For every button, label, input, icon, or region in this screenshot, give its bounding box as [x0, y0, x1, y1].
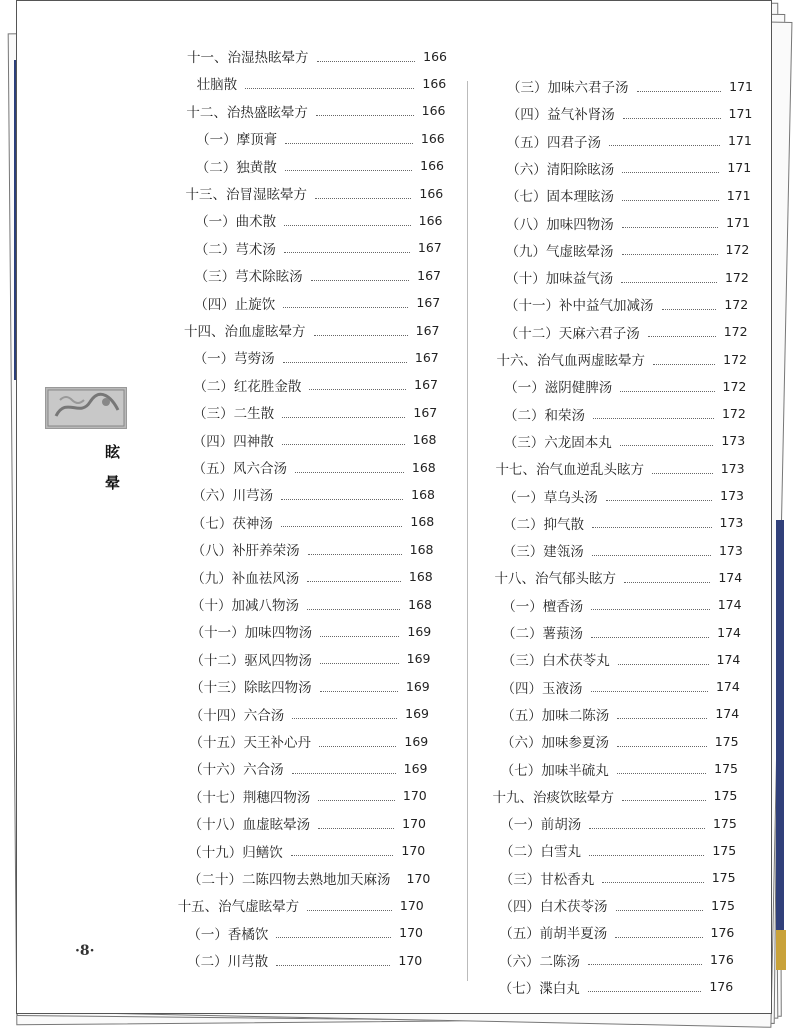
toc-entry-title: （十八）血虚眩晕汤	[188, 817, 311, 834]
toc-entry-title: （二）薯蓣汤	[502, 626, 583, 642]
toc-entry-title: （十三）除眩四物汤	[190, 680, 312, 697]
toc-entry-page: 168	[412, 432, 437, 448]
toc-entry[interactable]	[496, 457, 745, 479]
toc-entry-page: 170	[402, 815, 426, 831]
side-chapter-label	[105, 441, 120, 493]
toc-entry[interactable]	[502, 594, 741, 616]
toc-entry-title: （三）芎术除眩汤	[194, 269, 303, 286]
dot-leader	[283, 307, 408, 308]
toc-entry-title: （六）二陈汤	[499, 953, 580, 970]
dot-leader	[621, 282, 717, 283]
toc-entry[interactable]	[505, 266, 749, 288]
dot-leader	[588, 964, 702, 965]
toc-entry-title: （五）加味二陈汤	[501, 707, 610, 724]
toc-entry-title: （三）六龙固本丸	[503, 434, 612, 451]
toc-entry[interactable]	[189, 812, 426, 834]
toc-entry-page: 171	[727, 160, 752, 176]
toc-entry-title: 十一、治湿热眩晕方	[187, 50, 309, 66]
toc-entry-page: 172	[723, 324, 748, 340]
toc-entry-page: 167	[414, 349, 439, 365]
toc-entry[interactable]	[504, 375, 746, 397]
toc-entry[interactable]	[504, 403, 746, 425]
toc-entry-page: 174	[716, 651, 741, 667]
toc-entry[interactable]	[500, 894, 736, 916]
toc-entry[interactable]	[502, 676, 740, 698]
toc-entry-page: 168	[411, 459, 436, 475]
toc-entry-title: （十二）驱风四物汤	[190, 652, 312, 669]
toc-entry-page: 169	[406, 651, 431, 667]
toc-entry-title: （十四）六合汤	[189, 707, 285, 724]
toc-entry[interactable]	[192, 483, 435, 505]
dot-leader	[307, 581, 401, 582]
toc-entry-page: 171	[729, 78, 753, 94]
dot-leader	[292, 773, 396, 774]
toc-entry[interactable]	[192, 511, 434, 533]
toc-entry-title: 十九、治痰饮眩晕方	[492, 789, 614, 806]
toc-entry[interactable]	[194, 292, 440, 314]
cover-edge	[776, 520, 784, 940]
dot-leader	[592, 527, 712, 528]
dot-leader	[602, 882, 703, 883]
dot-leader	[592, 555, 711, 556]
toc-entry-title: （七）加味半硫丸	[500, 762, 609, 779]
dot-leader	[622, 800, 706, 801]
dot-leader	[319, 746, 396, 747]
dot-leader	[318, 800, 394, 801]
toc-entry-page: 172	[721, 406, 746, 422]
toc-entry[interactable]	[500, 812, 737, 834]
toc-entry-title: （四）四神散	[192, 433, 274, 450]
dot-leader	[307, 910, 392, 911]
toc-entry[interactable]	[503, 539, 743, 561]
toc-entry[interactable]	[499, 976, 733, 998]
dot-leader	[316, 115, 414, 116]
dot-leader	[281, 499, 403, 500]
dot-leader	[589, 855, 704, 856]
toc-entry-title: （七）固本理眩汤	[506, 189, 614, 206]
toc-entry-title: （三）建瓴汤	[502, 544, 584, 561]
toc-entry-title: （七）渫白丸	[498, 980, 580, 997]
toc-entry-title: （四）白术茯苓汤	[499, 899, 608, 915]
dot-leader	[317, 61, 416, 62]
toc-entry-title: （三）加味六君子汤	[507, 80, 629, 96]
toc-entry[interactable]	[505, 293, 748, 315]
dot-leader	[617, 746, 707, 747]
toc-entry-page: 171	[726, 187, 751, 203]
toc-entry[interactable]	[195, 264, 441, 286]
toc-entry[interactable]	[186, 182, 444, 204]
toc-entry[interactable]	[499, 949, 734, 971]
toc-entry-page: 167	[417, 267, 441, 283]
toc-entry-page: 176	[710, 924, 735, 940]
toc-entry-title: （一）芎䓖汤	[193, 351, 275, 368]
dot-leader	[282, 444, 405, 445]
toc-entry-title: （三）二生散	[193, 406, 275, 423]
toc-entry[interactable]	[191, 593, 432, 615]
dot-leader	[593, 418, 714, 419]
toc-entry-page: 168	[409, 541, 434, 557]
toc-entry-page: 170	[399, 925, 423, 941]
toc-entry[interactable]	[195, 209, 442, 231]
toc-entry-title: （四）止旋饮	[194, 296, 276, 313]
toc-entry[interactable]	[196, 127, 445, 149]
toc-entry-title: （十六）六合汤	[189, 762, 284, 779]
dot-leader	[622, 227, 718, 228]
toc-entry[interactable]	[197, 72, 447, 94]
dot-leader	[609, 145, 720, 146]
toc-entry-title: （十一）补中益气加减汤	[505, 298, 654, 315]
toc-entry-page: 169	[404, 733, 429, 749]
toc-entry-title: （九）气虚眩晕汤	[505, 243, 614, 260]
toc-entry-page: 173	[719, 515, 744, 531]
toc-entry-page: 167	[415, 322, 440, 338]
dot-leader	[311, 280, 410, 281]
toc-entry-page: 166	[418, 212, 443, 228]
cover-edge	[776, 930, 786, 970]
toc-entry[interactable]	[193, 401, 437, 423]
toc-entry-title: （一）草乌头汤	[503, 489, 598, 506]
toc-entry-page: 174	[717, 597, 742, 613]
dot-leader	[245, 88, 414, 89]
toc-entry-title: （二）独黄散	[195, 159, 277, 176]
toc-entry-page: 172	[722, 378, 747, 394]
toc-entry-page: 171	[728, 105, 753, 121]
toc-entry-title: （八）加味四物汤	[505, 216, 614, 233]
toc-entry[interactable]	[507, 102, 753, 124]
toc-entry[interactable]	[196, 155, 444, 177]
dot-leader	[291, 855, 394, 856]
dot-leader	[652, 473, 713, 474]
dot-leader	[276, 965, 390, 966]
dot-leader	[620, 445, 714, 446]
toc-entry-page: 170	[401, 843, 426, 859]
dot-leader	[591, 691, 708, 692]
toc-entry[interactable]	[193, 374, 438, 396]
toc-entry-page: 167	[417, 240, 442, 256]
toc-entry-title: 十五、治气虚眩晕方	[177, 899, 300, 916]
dot-leader	[285, 170, 412, 171]
dot-leader	[622, 254, 718, 255]
toc-entry-title: （十）加味益气汤	[505, 271, 614, 288]
toc-entry-title: （一）檀香汤	[502, 598, 584, 615]
toc-entry[interactable]	[186, 100, 445, 122]
toc-entry[interactable]	[189, 757, 427, 779]
dot-leader	[662, 309, 717, 310]
toc-entry-page: 168	[411, 486, 435, 502]
toc-entry-title: （一）前胡汤	[500, 817, 582, 834]
toc-entry-page: 174	[718, 569, 743, 585]
toc-entry[interactable]	[504, 430, 745, 452]
toc-entry-title: （三）甘松香丸	[499, 871, 595, 888]
toc-entry-title: 十七、治气血逆乱头眩方	[495, 462, 644, 479]
toc-entry[interactable]	[502, 621, 741, 643]
dot-leader	[589, 828, 705, 829]
toc-entry-page: 173	[721, 433, 746, 449]
toc-entry[interactable]	[497, 348, 748, 370]
toc-entry-page: 166	[420, 158, 444, 174]
toc-entry-title: （八）补肝养荣汤	[191, 543, 300, 560]
toc-entry-title: （二）川芎散	[187, 954, 269, 971]
dot-leader	[618, 664, 709, 665]
page-number: ·8·	[75, 943, 95, 959]
toc-entry[interactable]	[495, 566, 743, 588]
toc-entry-title: （七）茯神汤	[191, 515, 273, 532]
toc-entry-title: 壮脑散	[196, 77, 238, 94]
toc-entry[interactable]	[506, 157, 751, 179]
toc-entry-title: （十九）归鳝饮	[188, 844, 283, 861]
toc-entry-page: 171	[727, 133, 752, 149]
toc-entry-title: （四）玉液汤	[501, 680, 583, 697]
dot-leader	[622, 200, 719, 201]
toc-entry[interactable]	[505, 321, 748, 343]
toc-entry-title: （一）曲术散	[195, 214, 277, 231]
toc-entry[interactable]	[188, 867, 431, 889]
toc-entry-page: 175	[711, 897, 735, 913]
dot-leader	[282, 417, 405, 418]
toc-entry[interactable]	[188, 840, 425, 862]
toc-entry-page: 175	[712, 815, 737, 831]
toc-entry[interactable]	[192, 538, 434, 560]
toc-entry-page: 168	[408, 569, 433, 585]
dot-leader	[314, 335, 408, 336]
toc-entry-title: （十二）天麻六君子汤	[504, 325, 640, 342]
dot-leader	[276, 937, 391, 938]
toc-entry-title: （四）益气补肾汤	[506, 107, 615, 124]
toc-entry[interactable]	[191, 620, 432, 642]
toc-entry[interactable]	[502, 648, 741, 670]
toc-entry-page: 167	[414, 377, 438, 393]
toc-entry-title: 十二、治热盛眩晕方	[186, 104, 308, 121]
dot-leader	[320, 636, 399, 637]
toc-entry[interactable]	[187, 922, 423, 944]
dot-leader	[616, 910, 704, 911]
toc-entry[interactable]	[193, 429, 437, 451]
toc-entry[interactable]	[501, 730, 739, 752]
toc-entry-page: 175	[713, 788, 738, 804]
dot-leader	[292, 718, 397, 719]
toc-entry-title: （十）加减八物汤	[191, 598, 299, 614]
dot-leader	[318, 828, 394, 829]
toc-entry-title: （六）清阳除眩汤	[506, 161, 615, 178]
toc-entry-title: （二）抑气散	[503, 516, 584, 533]
toc-entry[interactable]	[503, 485, 744, 507]
toc-entry-page: 171	[726, 215, 750, 230]
dot-leader	[591, 637, 709, 638]
dot-leader	[615, 937, 702, 938]
toc-entry-page: 170	[402, 788, 427, 804]
toc-entry[interactable]	[187, 45, 447, 67]
toc-entry-page: 169	[405, 706, 429, 722]
dot-leader	[284, 252, 410, 253]
toc-entry-page: 170	[398, 952, 423, 968]
toc-page	[16, 0, 772, 1014]
toc-entry[interactable]	[178, 894, 424, 916]
toc-entry-page: 169	[407, 623, 432, 639]
toc-entry-page: 174	[715, 706, 740, 722]
dot-leader	[653, 364, 715, 365]
dot-leader	[637, 91, 722, 92]
toc-entry-title: （十五）天王补心丹	[189, 735, 311, 751]
dot-leader	[591, 609, 709, 610]
toc-entry[interactable]	[190, 675, 430, 697]
toc-entry-page: 168	[408, 596, 432, 612]
toc-entry-title: （二）芎术汤	[194, 241, 276, 258]
column-divider	[467, 81, 468, 981]
toc-entry-page: 174	[715, 679, 740, 695]
toc-entry-title: （二）和荣汤	[504, 407, 585, 424]
toc-entry[interactable]	[187, 949, 422, 971]
toc-entry-page: 170	[399, 897, 424, 913]
toc-entry[interactable]	[501, 703, 739, 725]
toc-entry[interactable]	[500, 839, 736, 861]
toc-entry-title: （二）白雪丸	[500, 844, 581, 861]
toc-entry-page: 175	[714, 733, 739, 749]
toc-entry-page: 167	[413, 404, 438, 420]
toc-entry-page: 166	[421, 103, 446, 119]
dot-leader	[623, 118, 721, 119]
dot-leader	[624, 582, 710, 583]
dot-leader	[617, 773, 706, 774]
dot-leader	[648, 336, 716, 337]
dot-leader	[281, 526, 402, 527]
toc-entry-title: （三）白术茯苓丸	[501, 653, 610, 670]
dot-leader	[320, 663, 399, 664]
dot-leader	[606, 500, 712, 501]
toc-entry-page: 168	[410, 514, 435, 530]
toc-entry[interactable]	[507, 75, 753, 97]
toc-entry[interactable]	[500, 867, 736, 889]
toc-entry-page: 175	[714, 761, 738, 776]
toc-entry-page: 166	[419, 185, 444, 201]
toc-entry[interactable]	[195, 237, 442, 259]
toc-entry-page: 172	[723, 351, 747, 367]
dot-leader	[283, 362, 407, 363]
toc-entry-page: 167	[416, 295, 441, 311]
toc-entry-title: 十六、治气血两虚眩晕方	[496, 353, 645, 369]
toc-entry-page: 166	[423, 48, 447, 64]
toc-entry-page: 175	[712, 842, 737, 858]
toc-entry[interactable]	[506, 239, 750, 261]
toc-entry-page: 166	[422, 75, 447, 91]
dot-leader	[307, 609, 400, 610]
toc-entry-title: （五）四君子汤	[506, 134, 601, 151]
toc-entry-title: （五）前胡半夏汤	[499, 926, 608, 943]
toc-entry[interactable]	[493, 785, 738, 807]
dot-leader	[315, 198, 411, 199]
toc-entry-page: 166	[420, 130, 445, 146]
dot-leader	[309, 389, 406, 390]
dot-leader	[284, 225, 410, 226]
toc-entry-page: 169	[405, 678, 430, 694]
toc-entry-page: 173	[718, 542, 743, 558]
toc-entry-title: （五）风六合汤	[192, 461, 287, 477]
toc-entry[interactable]	[191, 566, 432, 588]
dot-leader	[320, 691, 398, 692]
toc-entry-title: （一）滋阴健脾汤	[504, 380, 613, 397]
toc-entry-page: 169	[403, 760, 428, 776]
toc-entry-page: 172	[725, 242, 750, 258]
toc-entry-title: （六）川芎汤	[192, 488, 274, 505]
dot-leader	[295, 472, 404, 473]
dot-leader	[285, 143, 413, 144]
toc-entry[interactable]	[499, 921, 734, 943]
toc-entry-title: （一）摩顶膏	[196, 132, 278, 149]
dragon-ornament-image	[45, 387, 127, 429]
toc-entry-page: 173	[720, 460, 745, 476]
side-label-char: 晕	[105, 474, 121, 492]
toc-entry[interactable]	[506, 184, 751, 206]
toc-entry[interactable]	[190, 648, 430, 670]
toc-entry-title: （二十）二陈四物去熟地加天麻汤	[188, 872, 391, 888]
toc-entry[interactable]	[190, 730, 429, 752]
dot-leader	[617, 718, 707, 719]
toc-entry-page: 176	[709, 979, 734, 995]
toc-entry[interactable]	[189, 785, 427, 807]
toc-entry[interactable]	[501, 758, 738, 780]
toc-entry[interactable]	[503, 512, 743, 534]
toc-entry[interactable]	[507, 130, 752, 152]
toc-entry-page: 170	[406, 870, 431, 886]
toc-entry-title: （九）补血祛风汤	[191, 570, 300, 587]
toc-entry-title: （十七）荆穗四物汤	[188, 789, 311, 806]
toc-entry-page: 172	[724, 296, 749, 312]
dot-leader	[308, 554, 402, 555]
toc-entry-title: （二）红花胜金散	[193, 378, 302, 395]
toc-entry-page: 176	[709, 952, 734, 968]
toc-entry-page: 172	[724, 269, 749, 285]
toc-entry-title: 十三、治冒湿眩晕方	[185, 187, 307, 203]
toc-entry-page: 173	[720, 488, 744, 503]
toc-entry-title: 十四、治血虚眩晕方	[184, 324, 306, 340]
dot-leader	[622, 172, 719, 173]
toc-entry-title: （十一）加味四物汤	[190, 625, 313, 642]
toc-entry-title: 十八、治气郁头眩方	[494, 571, 616, 588]
toc-entry[interactable]	[194, 346, 439, 368]
dot-leader	[588, 991, 702, 992]
side-label-char: 眩	[105, 443, 121, 461]
toc-entry-page: 175	[711, 870, 736, 886]
toc-entry-title: （一）香橘饮	[187, 926, 269, 943]
dot-leader	[620, 391, 714, 392]
toc-entry[interactable]	[184, 319, 440, 341]
toc-entry[interactable]	[506, 212, 750, 234]
toc-entry-page: 174	[717, 624, 741, 640]
toc-entry[interactable]	[190, 703, 429, 725]
toc-entry[interactable]	[193, 456, 436, 478]
toc-entry-title: （六）加味参夏汤	[501, 735, 609, 752]
